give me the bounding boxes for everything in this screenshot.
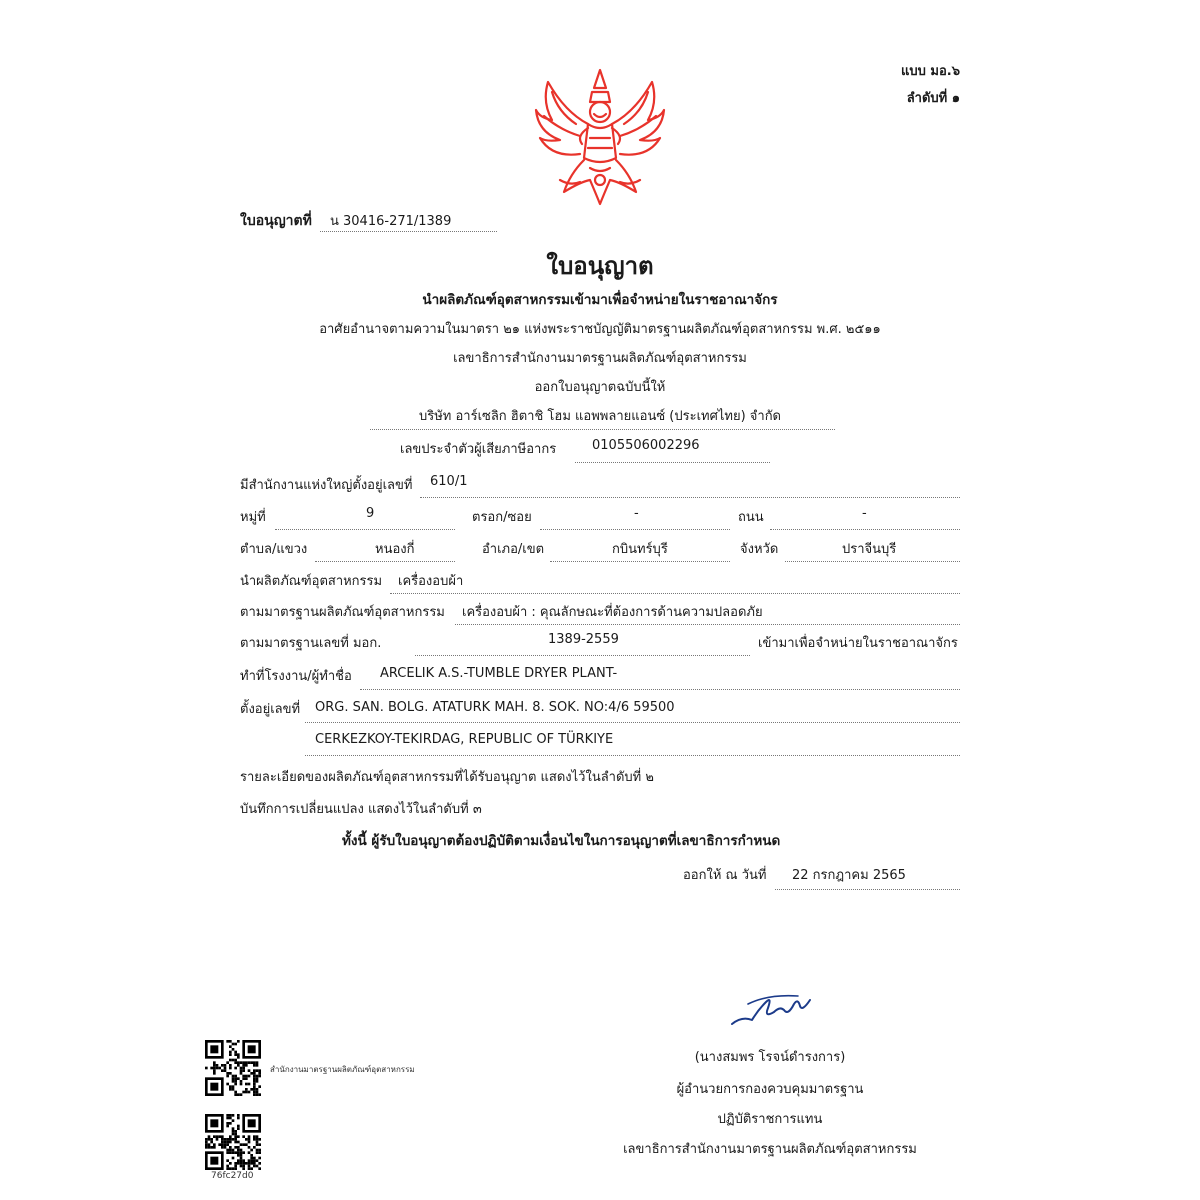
signer-acting: ปฏิบัติราชการแทน <box>717 1112 823 1127</box>
standard-no-value: 1389-2559 <box>548 632 619 647</box>
factory-address-line1: ORG. SAN. BOLG. ATATURK MAH. 8. SOK. NO:4/6 59500 <box>315 700 675 715</box>
condition-line: ทั้งนี้ ผู้รับใบอนุญาตต้องปฏิบัติตามเงื่อนไขในการอนุญาตที่เลขาธิการกำหนด <box>342 833 781 849</box>
signer-position: ผู้อำนวยการกองควบคุมมาตรฐาน <box>676 1082 864 1097</box>
product-label: นำผลิตภัณฑ์อุตสาหกรรม <box>240 574 383 589</box>
district-value: กบินทร์บุรี <box>612 542 668 557</box>
factory-value: ARCELIK A.S.-TUMBLE DRYER PLANT- <box>380 666 618 681</box>
standard-no-suffix: เข้ามาเพื่อจำหน่ายในราชอาณาจักร <box>758 636 958 651</box>
soi-label: ตรอก/ซอย <box>472 510 532 525</box>
head-office-label: มีสำนักงานแห่งใหญ่ตั้งอยู่เลขที่ <box>240 478 413 493</box>
company-name: บริษัท อาร์เซลิก ฮิตาชิ โฮม แอพพลายแอนซ์ (ประเทศไทย) จำกัด <box>418 409 782 424</box>
qr-code-icon <box>205 1040 261 1096</box>
standard-value: เครื่องอบผ้า : คุณลักษณะที่ต้องการด้านความปลอดภัย <box>462 605 763 620</box>
details-line: รายละเอียดของผลิตภัณฑ์อุตสาหกรรมที่ได้รับอนุญาต แสดงไว้ในลำดับที่ ๒ <box>240 770 654 785</box>
standard-label: ตามมาตรฐานผลิตภัณฑ์อุตสาหกรรม <box>240 605 445 620</box>
license-no-label: ใบอนุญาตที่ <box>240 213 312 229</box>
tax-id-label: เลขประจำตัวผู้เสียภาษีอากร <box>400 442 557 457</box>
factory-label: ทำที่โรงงาน/ผู้ทำชื่อ <box>240 669 352 684</box>
factory-address-line2: CERKEZKOY-TEKIRDAG, REPUBLIC OF TÜRKIYE <box>315 732 614 747</box>
issuer-line: เลขาธิการสำนักงานมาตรฐานผลิตภัณฑ์อุตสาหกรรม <box>453 351 747 366</box>
qr-code-text: 76fc27d0 <box>211 1171 254 1181</box>
issued-value: 22 กรกฎาคม 2565 <box>792 868 906 883</box>
factory-address-label: ตั้งอยู่เลขที่ <box>240 702 301 717</box>
signer-office: เลขาธิการสำนักงานมาตรฐานผลิตภัณฑ์อุตสาหกรรม <box>623 1142 917 1157</box>
issued-label: ออกให้ ณ วันที่ <box>683 868 767 883</box>
form-sequence: ลำดับที่ ๑ <box>906 91 960 106</box>
subtitle: นำผลิตภัณฑ์อุตสาหกรรมเข้ามาเพื่อจำหน่ายในราชอาณาจักร <box>422 292 778 308</box>
issue-line: ออกใบอนุญาตฉบับนี้ให้ <box>534 380 666 395</box>
changes-line: บันทึกการเปลี่ยนแปลง แสดงไว้ในลำดับที่ ๓ <box>240 802 482 817</box>
district-label: อำเภอ/เขต <box>482 542 545 557</box>
page-title: ใบอนุญาต <box>546 252 654 280</box>
head-office-value: 610/1 <box>430 474 468 489</box>
soi-value: - <box>634 506 639 521</box>
tax-id-value: 0105506002296 <box>592 438 700 453</box>
signer-name: (นางสมพร โรจน์ดำรงการ) <box>694 1050 846 1065</box>
province-value: ปราจีนบุรี <box>842 542 897 557</box>
moo-value: 9 <box>366 506 375 521</box>
moo-label: หมู่ที่ <box>240 510 266 525</box>
province-label: จังหวัด <box>740 542 779 557</box>
subdistrict-value: หนองกี่ <box>375 542 415 557</box>
authority-line: อาศัยอำนาจตามความในมาตรา ๒๑ แห่งพระราชบัญญัติมาตรฐานผลิตภัณฑ์อุตสาหกรรม พ.ศ. ๒๕๑๑ <box>319 322 881 337</box>
product-value: เครื่องอบผ้า <box>398 574 464 589</box>
qr-code-icon <box>205 1114 261 1170</box>
signature-icon <box>728 990 818 1030</box>
garuda-emblem-icon <box>530 62 670 212</box>
road-label: ถนน <box>738 510 764 525</box>
qr-caption: สำนักงานมาตรฐานผลิตภัณฑ์อุตสาหกรรม <box>270 1065 415 1074</box>
road-value: - <box>862 506 867 521</box>
form-code: แบบ มอ.๖ <box>901 64 960 79</box>
standard-no-label: ตามมาตรฐานเลขที่ มอก. <box>240 636 382 651</box>
license-no-value: น 30416-271/1389 <box>330 214 452 229</box>
subdistrict-label: ตำบล/แขวง <box>240 542 308 557</box>
